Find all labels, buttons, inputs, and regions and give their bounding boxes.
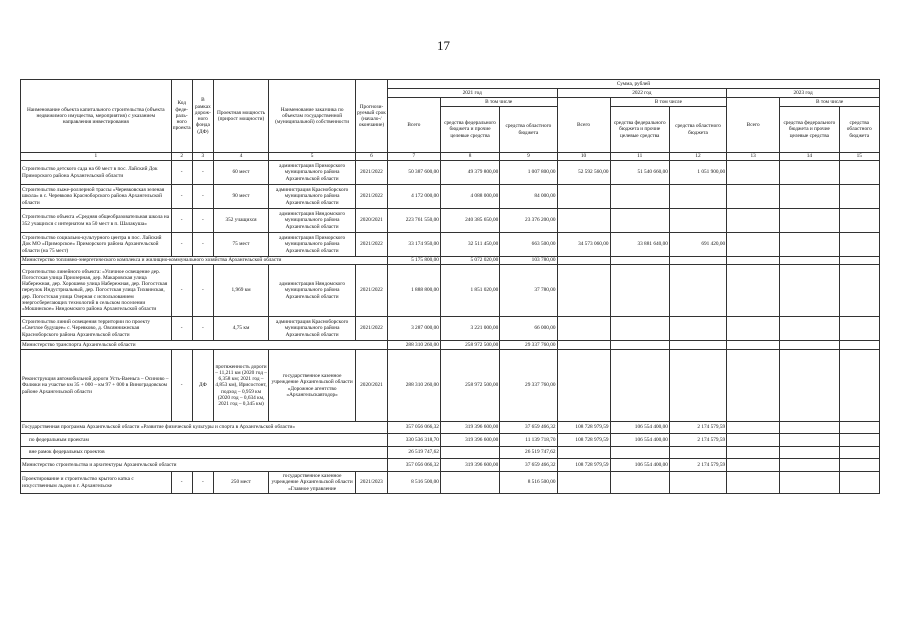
subtotal-amount-v12: 2 174 579,59 bbox=[669, 434, 726, 447]
road-fund-flag: - bbox=[192, 265, 213, 317]
amount-v8: 32 511 450,00 bbox=[440, 233, 499, 257]
subtotal-amount-v11: 106 554 400,00 bbox=[610, 434, 669, 447]
amount-v12 bbox=[669, 350, 726, 422]
column-number: 4 bbox=[213, 153, 268, 161]
capacity: 1,969 км bbox=[213, 265, 268, 317]
amount-v15 bbox=[839, 350, 879, 422]
column-number: 13 bbox=[727, 153, 780, 161]
section-amount-v11 bbox=[610, 341, 669, 350]
amount-v8: 4 088 000,00 bbox=[440, 185, 499, 209]
empty-cell bbox=[839, 341, 879, 350]
capacity: 4,75 км bbox=[213, 317, 268, 341]
amount-v9: 1 007 800,00 bbox=[500, 161, 557, 185]
header-total-2022: Всего bbox=[557, 98, 610, 153]
empty-cell bbox=[839, 257, 879, 265]
object-name: Строительство социально-культурного центра в пос. Лайский Док МО «Приморское» Приморского района Архангельской области (на 75 мест) bbox=[21, 233, 172, 257]
empty-cell bbox=[727, 434, 780, 447]
term: 2021/2022 bbox=[356, 233, 388, 257]
section-amount-v8: 319 396 600,00 bbox=[440, 422, 499, 434]
subtotal-amount-v8: 319 396 600,00 bbox=[440, 434, 499, 447]
empty-cell bbox=[780, 447, 839, 459]
object-name: Строительство лыже-роллерной трассы «Черевковская зеленая школа» в с. Черевково Красноборского района Архангельской области bbox=[21, 185, 172, 209]
amount-v9: 37 780,00 bbox=[500, 265, 557, 317]
column-numbers-row bbox=[21, 153, 880, 161]
column-number: 11 bbox=[610, 153, 669, 161]
amount-v15 bbox=[839, 209, 879, 233]
subtotal-amount-v7: 330 536 318,70 bbox=[387, 434, 440, 447]
section-amount-v11: 106 554 400,00 bbox=[610, 422, 669, 434]
column-number: 10 bbox=[557, 153, 610, 161]
federal-project-code: - bbox=[171, 317, 192, 341]
empty-cell bbox=[727, 447, 780, 459]
section-amount-v12: 2 174 579,59 bbox=[669, 459, 726, 472]
object-name: Проектирование и строительство крытого катка с искусственным льдом в г. Архангельске bbox=[21, 472, 172, 494]
amount-v12 bbox=[669, 317, 726, 341]
amount-v9: 663 500,00 bbox=[500, 233, 557, 257]
federal-project-code: - bbox=[171, 265, 192, 317]
section-total-row bbox=[21, 459, 880, 472]
empty-cell bbox=[839, 434, 879, 447]
road-fund-flag: - bbox=[192, 233, 213, 257]
amount-v7: 50 387 600,00 bbox=[387, 161, 440, 185]
header-fed-2022: средства федерального бюджета и прочие целевые средства bbox=[610, 107, 669, 153]
subtotal-name: по федеральным проектам bbox=[21, 434, 388, 447]
amount-v9: 84 000,00 bbox=[500, 185, 557, 209]
term: 2021/2022 bbox=[356, 265, 388, 317]
section-name: Министерство строительства и архитектуры Архангельской области bbox=[21, 459, 388, 472]
road-fund-flag: ДФ bbox=[192, 350, 213, 422]
subtotal-amount-v8 bbox=[440, 447, 499, 459]
federal-project-code: - bbox=[171, 472, 192, 494]
amount-v11 bbox=[610, 265, 669, 317]
subtotal-amount-v9: 26 519 747,62 bbox=[500, 447, 557, 459]
amount-v14 bbox=[780, 317, 839, 341]
amount-v10: 52 592 560,00 bbox=[557, 161, 610, 185]
term: 2021/2022 bbox=[356, 185, 388, 209]
amount-v7: 8 516 500,00 bbox=[387, 472, 440, 494]
amount-v8: 258 972 500,00 bbox=[440, 350, 499, 422]
amount-v13 bbox=[727, 185, 780, 209]
subtotal-name: вне рамок федеральных проектов bbox=[21, 447, 388, 459]
amount-v10 bbox=[557, 185, 610, 209]
amount-v10: 34 573 060,00 bbox=[557, 233, 610, 257]
column-number: 12 bbox=[669, 153, 726, 161]
amount-v8: 49 379 800,00 bbox=[440, 161, 499, 185]
amount-v12 bbox=[669, 472, 726, 494]
section-total-row bbox=[21, 422, 880, 434]
amount-v13 bbox=[727, 233, 780, 257]
amount-v7: 4 172 000,00 bbox=[387, 185, 440, 209]
amount-v10 bbox=[557, 265, 610, 317]
amount-v11: 51 540 660,00 bbox=[610, 161, 669, 185]
amount-v11 bbox=[610, 209, 669, 233]
road-fund-flag: - bbox=[192, 209, 213, 233]
object-name: Строительство линий освещения территории по проекту «Светлое будущее» с. Черевково, д. Овсяннижнская Красноборского района Архангельской области bbox=[21, 317, 172, 341]
amount-v12: 1 051 900,00 bbox=[669, 161, 726, 185]
customer: администрация Няндомского муниципального района Архангельской области bbox=[269, 265, 356, 317]
section-amount-v10 bbox=[557, 341, 610, 350]
federal-project-code: - bbox=[171, 185, 192, 209]
term: 2021/2023 bbox=[356, 472, 388, 494]
section-total-row bbox=[21, 341, 880, 350]
subtotal-amount-v11 bbox=[610, 447, 669, 459]
object-name: Строительство линейного объекта: «Уличное освещение дер. Погостская улица Приозерная, дер. Макаровская улица Набережная, дер. Хорошево улица Набережная, дер. Погостская переулок Индустриальный, дер. Погостская улица Тихвинская, дер. Погостская улица Озерная с использованием энергосберегающих технологий в сельском поселении «Мошинское» Няндомского района Архангельской области bbox=[21, 265, 172, 317]
road-fund-flag: - bbox=[192, 161, 213, 185]
customer: государственное казенное учреждение Архангельской области «Дорожное агентство «Архангельскавтодор» bbox=[269, 350, 356, 422]
section-amount-v12: 2 174 579,59 bbox=[669, 422, 726, 434]
header-total-2021: Всего bbox=[387, 98, 440, 153]
amount-v12: 691 420,00 bbox=[669, 233, 726, 257]
header-name: Наименование объекта капитального строительства (объекта недвижимого имущества, мероприятия) с указанием направления инвестирования bbox=[21, 80, 172, 153]
header-total-2023: Всего bbox=[727, 98, 780, 153]
object-name: Строительство объекта «Средняя общеобразовательная школа на 352 учащихся с интернатом на 50 мест в п. Шалакуша» bbox=[21, 209, 172, 233]
empty-cell bbox=[780, 434, 839, 447]
column-number: 9 bbox=[500, 153, 557, 161]
object-row bbox=[21, 265, 880, 317]
amount-v7: 1 888 800,00 bbox=[387, 265, 440, 317]
empty-cell bbox=[839, 422, 879, 434]
capacity: протяженность дороги – 11,211 км (2020 год – 6,358 км; 2021 год – 4,853 км), Ирисостонт, подход – 0,959 км (2020 год – 0,634 км, 2021 год – 0,345 км) bbox=[213, 350, 268, 422]
customer: администрация Приморского муниципального района Архангельской области bbox=[269, 161, 356, 185]
amount-v14 bbox=[780, 265, 839, 317]
road-fund-flag: - bbox=[192, 185, 213, 209]
section-name: Министерство транспорта Архангельской области bbox=[21, 341, 388, 350]
object-row bbox=[21, 233, 880, 257]
section-amount-v7: 5 175 800,00 bbox=[387, 257, 440, 265]
amount-v7: 33 174 950,00 bbox=[387, 233, 440, 257]
term: 2020/2021 bbox=[356, 209, 388, 233]
federal-project-code: - bbox=[171, 161, 192, 185]
section-amount-v9: 103 780,00 bbox=[500, 257, 557, 265]
empty-cell bbox=[780, 341, 839, 350]
column-number: 2 bbox=[171, 153, 192, 161]
amount-v15 bbox=[839, 185, 879, 209]
header-dfd: В рамках дорож-ного фонда (ДФ) bbox=[192, 80, 213, 153]
amount-v15 bbox=[839, 265, 879, 317]
subtotal-row bbox=[21, 434, 880, 447]
header-code: Код феде-раль-ного проекта bbox=[171, 80, 192, 153]
amount-v13 bbox=[727, 350, 780, 422]
subtotal-amount-v9: 11 139 718,70 bbox=[500, 434, 557, 447]
capacity: 75 мест bbox=[213, 233, 268, 257]
header-customer: Наименование заказчика по объектам государственной (муниципальной) собственности bbox=[269, 80, 356, 153]
amount-v15 bbox=[839, 317, 879, 341]
header-reg-2021: средства областного бюджета bbox=[500, 107, 557, 153]
amount-v14 bbox=[780, 209, 839, 233]
header-incl-2023: В том числе bbox=[780, 98, 880, 107]
federal-project-code: - bbox=[171, 209, 192, 233]
empty-cell bbox=[780, 257, 839, 265]
capacity: 90 мест bbox=[213, 185, 268, 209]
term: 2021/2022 bbox=[356, 161, 388, 185]
amount-v11 bbox=[610, 185, 669, 209]
amount-v10 bbox=[557, 209, 610, 233]
amount-v12 bbox=[669, 209, 726, 233]
column-number: 14 bbox=[780, 153, 839, 161]
empty-cell bbox=[727, 257, 780, 265]
object-name: Реконструкция автомобильной дороги Усть-Ваеньга – Осиново – Фалюки на участке км 35 + 000 – км 97 + 000 в Виноградовском районе Архангельской области bbox=[21, 350, 172, 422]
capacity: 250 мест bbox=[213, 472, 268, 494]
subtotal-amount-v12 bbox=[669, 447, 726, 459]
section-amount-v12 bbox=[669, 257, 726, 265]
road-fund-flag: - bbox=[192, 472, 213, 494]
amount-v9: 8 516 500,00 bbox=[500, 472, 557, 494]
subtotal-amount-v10 bbox=[557, 447, 610, 459]
amount-v13 bbox=[727, 161, 780, 185]
customer: администрация Няндомского муниципального района Архангельской области bbox=[269, 209, 356, 233]
empty-cell bbox=[839, 459, 879, 472]
section-amount-v9: 29 337 760,00 bbox=[500, 341, 557, 350]
empty-cell bbox=[727, 341, 780, 350]
header-fed-2021: средства федерального бюджета и прочие целевые средства bbox=[440, 107, 499, 153]
term: 2021/2022 bbox=[356, 317, 388, 341]
section-amount-v7: 288 310 260,00 bbox=[387, 341, 440, 350]
customer: государственное казенное учреждение Архангельской области «Главное управление bbox=[269, 472, 356, 494]
amount-v7: 3 287 000,00 bbox=[387, 317, 440, 341]
column-number: 3 bbox=[192, 153, 213, 161]
amount-v10 bbox=[557, 350, 610, 422]
header-reg-2023: средства областного бюджета bbox=[839, 107, 879, 153]
section-amount-v9: 37 659 466,32 bbox=[500, 422, 557, 434]
amount-v13 bbox=[727, 317, 780, 341]
section-amount-v12 bbox=[669, 341, 726, 350]
amount-v15 bbox=[839, 161, 879, 185]
header-incl-2021: В том числе bbox=[440, 98, 557, 107]
amount-v8: 1 851 020,00 bbox=[440, 265, 499, 317]
term: 2020/2021 bbox=[356, 350, 388, 422]
amount-v12 bbox=[669, 265, 726, 317]
investment-table bbox=[20, 79, 880, 494]
section-amount-v8: 5 072 020,00 bbox=[440, 257, 499, 265]
section-amount-v7: 357 056 066,32 bbox=[387, 459, 440, 472]
amount-v11 bbox=[610, 350, 669, 422]
amount-v10 bbox=[557, 472, 610, 494]
road-fund-flag: - bbox=[192, 317, 213, 341]
section-amount-v8: 319 396 600,00 bbox=[440, 459, 499, 472]
section-total-row bbox=[21, 257, 880, 265]
subtotal-amount-v10: 108 728 979,59 bbox=[557, 434, 610, 447]
table-header bbox=[21, 80, 880, 161]
object-row bbox=[21, 185, 880, 209]
capacity: 60 мест bbox=[213, 161, 268, 185]
amount-v14 bbox=[780, 233, 839, 257]
header-2023: 2023 год bbox=[727, 89, 880, 98]
amount-v13 bbox=[727, 209, 780, 233]
amount-v11 bbox=[610, 317, 669, 341]
header-incl-2022: В том числе bbox=[610, 98, 727, 107]
customer: администрация Приморского муниципального района Архангельской области bbox=[269, 233, 356, 257]
amount-v12 bbox=[669, 185, 726, 209]
amount-v8: 240 385 650,00 bbox=[440, 209, 499, 233]
section-name: Министерство топливно-энергетического комплекса и жилищно-коммунального хозяйства Архангельской области bbox=[21, 257, 388, 265]
amount-v9: 66 000,00 bbox=[500, 317, 557, 341]
amount-v9: 29 337 760,00 bbox=[500, 350, 557, 422]
empty-cell bbox=[727, 459, 780, 472]
empty-cell bbox=[839, 447, 879, 459]
empty-cell bbox=[780, 422, 839, 434]
header-reg-2022: средства областного бюджета bbox=[669, 107, 726, 153]
object-row bbox=[21, 209, 880, 233]
amount-v14 bbox=[780, 185, 839, 209]
empty-cell bbox=[780, 459, 839, 472]
subtotal-row bbox=[21, 447, 880, 459]
header-capacity: Проектная мощность (прирост мощности) bbox=[213, 80, 268, 153]
amount-v13 bbox=[727, 472, 780, 494]
amount-v15 bbox=[839, 472, 879, 494]
table-body bbox=[21, 161, 880, 494]
customer: администрация Красноборского муниципального района Архангельской области bbox=[269, 317, 356, 341]
federal-project-code: - bbox=[171, 233, 192, 257]
object-row bbox=[21, 161, 880, 185]
amount-v8 bbox=[440, 472, 499, 494]
section-amount-v10: 108 728 979,59 bbox=[557, 459, 610, 472]
federal-project-code: - bbox=[171, 350, 192, 422]
section-amount-v10 bbox=[557, 257, 610, 265]
section-name: Государственная программа Архангельской области «Развитие физической культуры и спорта в Архангельской области» bbox=[21, 422, 388, 434]
section-amount-v11: 106 554 400,00 bbox=[610, 459, 669, 472]
column-number: 1 bbox=[21, 153, 172, 161]
section-amount-v9: 37 659 466,32 bbox=[500, 459, 557, 472]
amount-v13 bbox=[727, 265, 780, 317]
empty-cell bbox=[727, 422, 780, 434]
amount-v14 bbox=[780, 350, 839, 422]
column-number: 5 bbox=[269, 153, 356, 161]
customer: администрация Красноборского муниципального района Архангельской области bbox=[269, 185, 356, 209]
object-row bbox=[21, 472, 880, 494]
section-amount-v11 bbox=[610, 257, 669, 265]
section-amount-v10: 108 728 979,59 bbox=[557, 422, 610, 434]
section-amount-v8: 258 972 500,00 bbox=[440, 341, 499, 350]
amount-v8: 3 221 000,00 bbox=[440, 317, 499, 341]
object-name: Строительство детского сада на 60 мест в пос. Лайский Док Приморского района Архангельской области bbox=[21, 161, 172, 185]
header-2021: 2021 год bbox=[387, 89, 557, 98]
subtotal-amount-v7: 26 519 747,62 bbox=[387, 447, 440, 459]
amount-v10 bbox=[557, 317, 610, 341]
object-row bbox=[21, 317, 880, 341]
amount-v14 bbox=[780, 472, 839, 494]
header-2022: 2022 год bbox=[557, 89, 727, 98]
header-fed-2023: средства федерального бюджета и прочие целевые средства bbox=[780, 107, 839, 153]
object-row bbox=[21, 350, 880, 422]
column-number: 15 bbox=[839, 153, 879, 161]
amount-v11: 33 881 640,00 bbox=[610, 233, 669, 257]
amount-v7: 288 310 260,00 bbox=[387, 350, 440, 422]
page-number: 17 bbox=[437, 38, 450, 53]
section-amount-v7: 357 056 066,32 bbox=[387, 422, 440, 434]
amount-v15 bbox=[839, 233, 879, 257]
amount-v7: 223 761 550,00 bbox=[387, 209, 440, 233]
amount-v9: 23 376 200,00 bbox=[500, 209, 557, 233]
column-number: 6 bbox=[356, 153, 388, 161]
header-term: Прогнози-руемый срок (начало-/окончание) bbox=[356, 80, 388, 153]
amount-v11 bbox=[610, 472, 669, 494]
header-sum: Сумма, рублей bbox=[387, 80, 879, 89]
capacity: 352 учащихся bbox=[213, 209, 268, 233]
column-number: 8 bbox=[440, 153, 499, 161]
column-number: 7 bbox=[387, 153, 440, 161]
amount-v14 bbox=[780, 161, 839, 185]
